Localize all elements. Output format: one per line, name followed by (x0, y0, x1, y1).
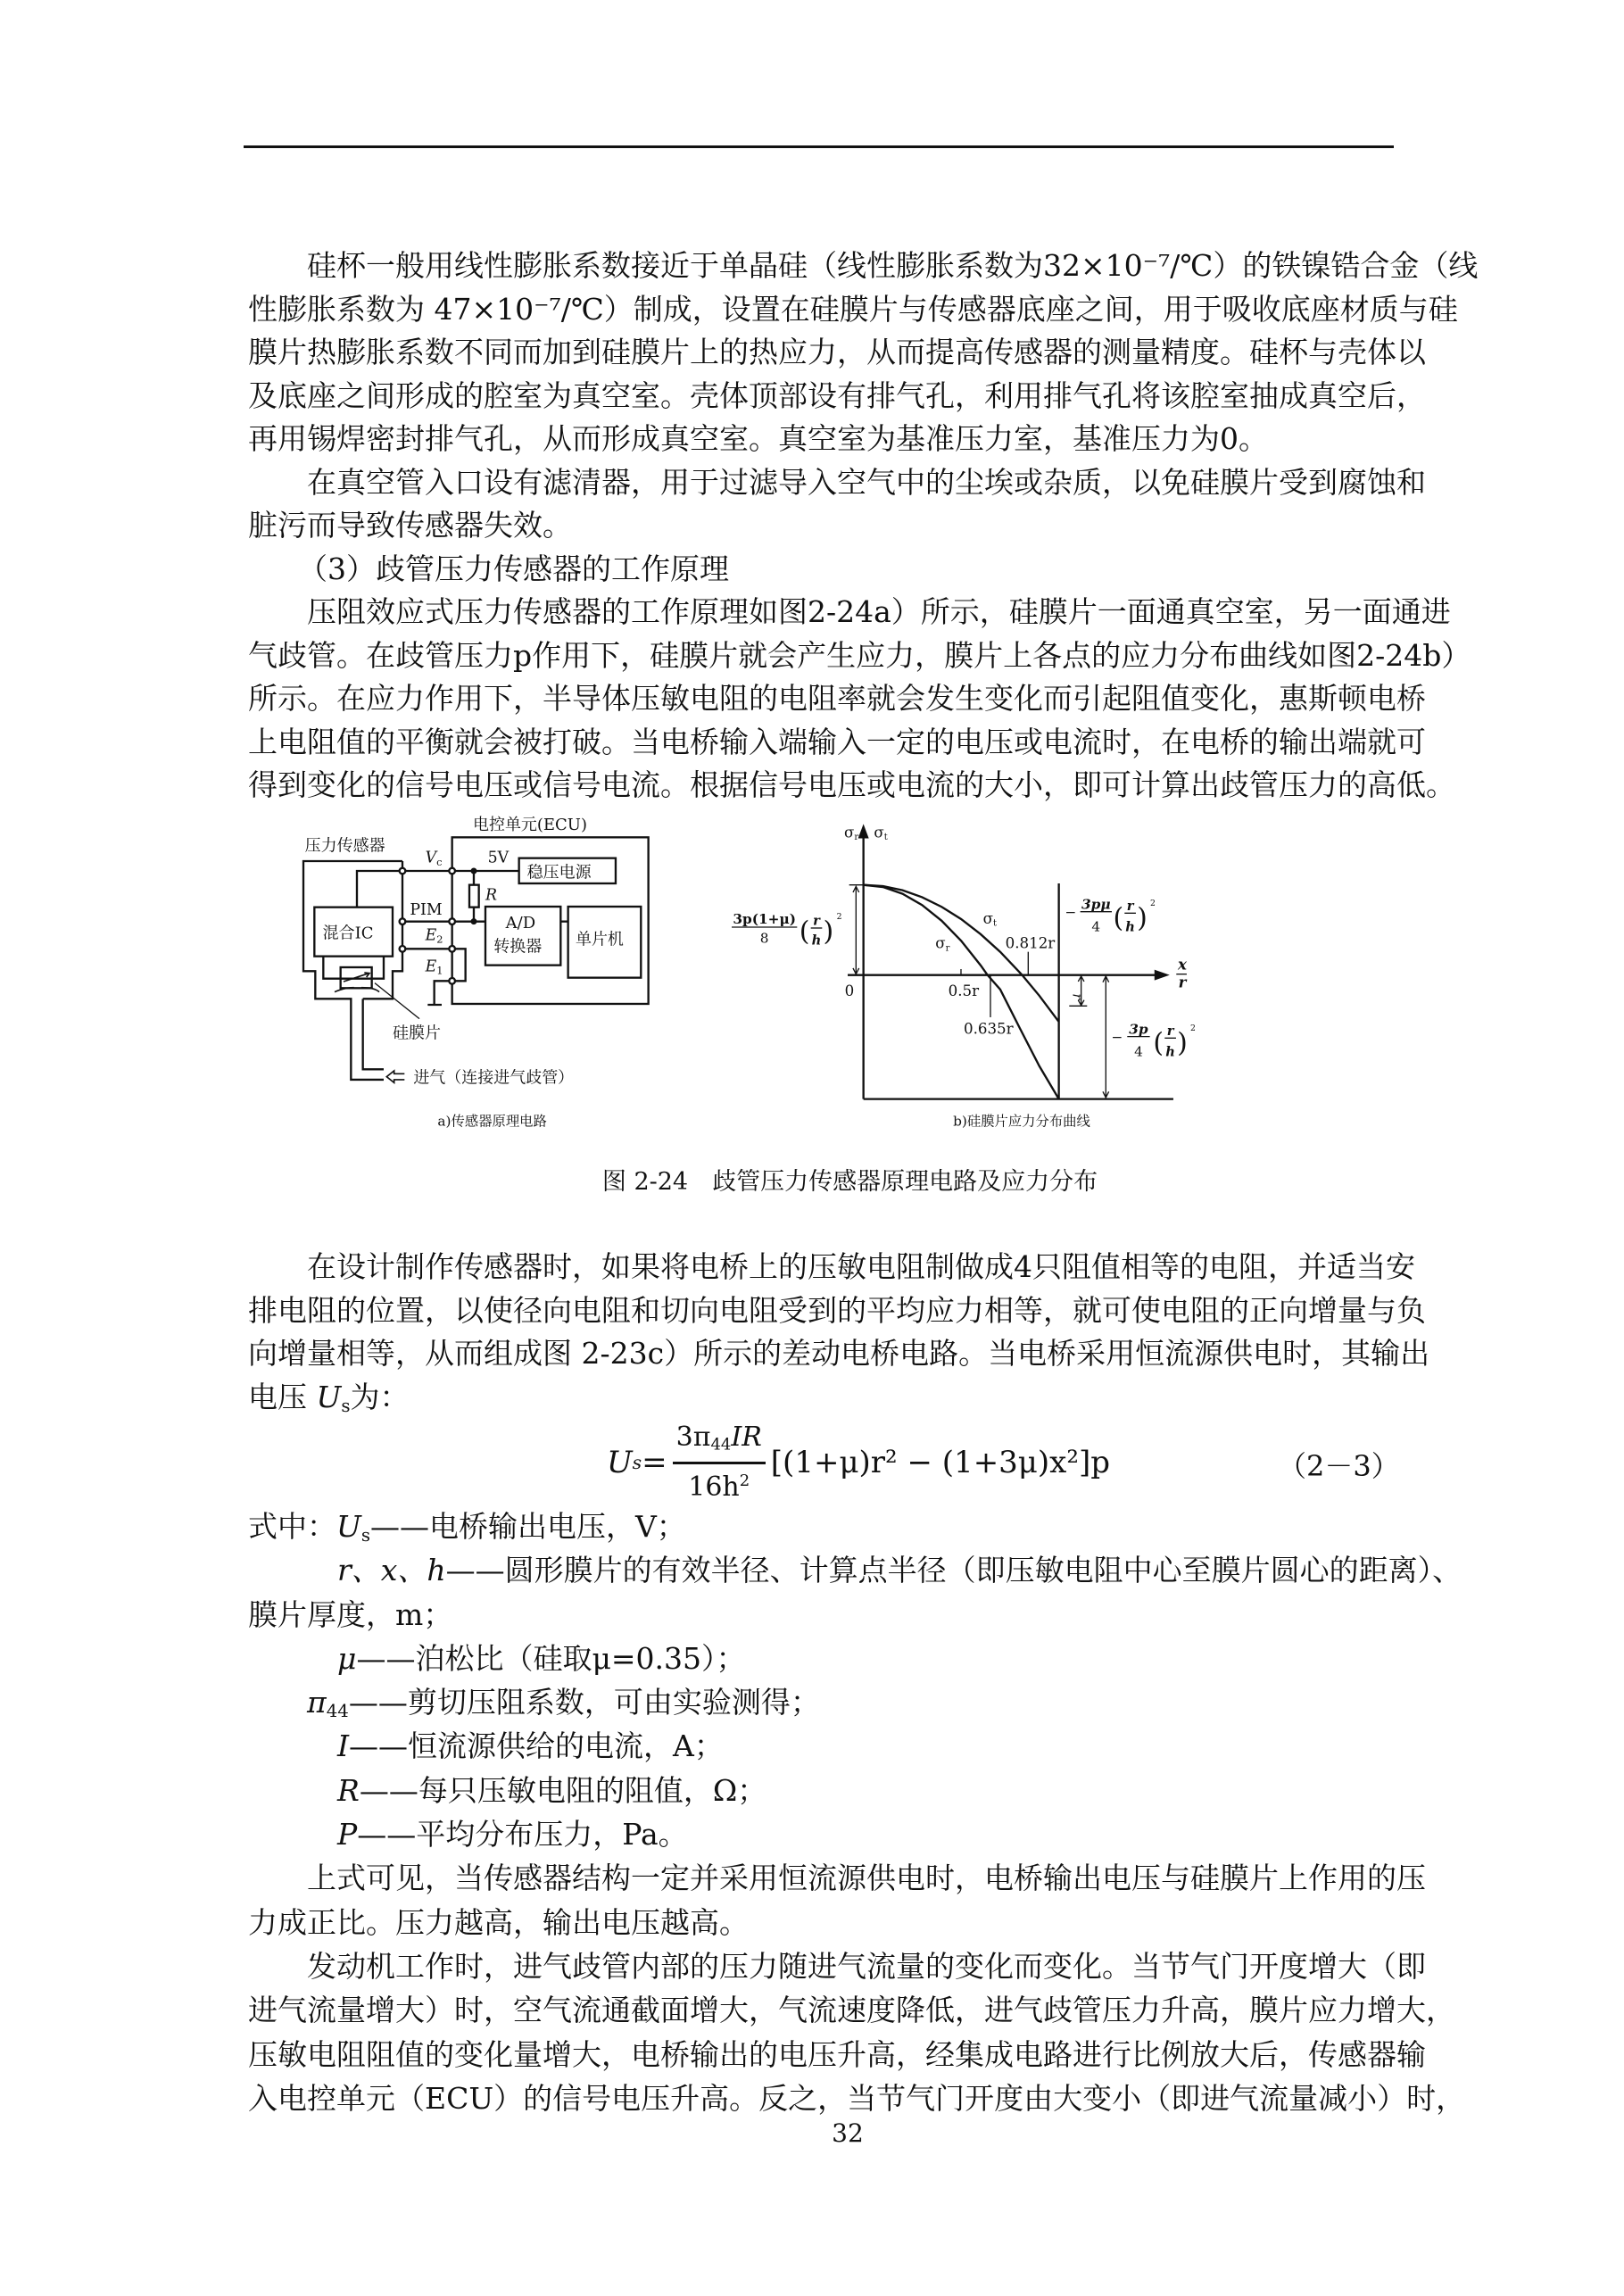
edge-mark-label: r (1069, 993, 1085, 1000)
svg-text:σr: σr (843, 824, 859, 842)
svg-text:): ) (1137, 902, 1148, 934)
figure-caption: 图 2-24 歧管压力传感器原理电路及应力分布 (601, 1168, 1098, 1196)
text-section-b (248, 1246, 1430, 1419)
annotation-0.635r: 0.635r (963, 1020, 1014, 1038)
edge-r-value-label (1112, 1021, 1196, 1059)
svg-text:): ) (823, 916, 834, 948)
x-axis-label-num: x (1177, 955, 1187, 974)
vc-label: V (425, 849, 437, 867)
e1-label: E (425, 957, 437, 976)
text-line: 电压 $U_s$为： (248, 1379, 410, 1416)
svg-text:8: 8 (759, 930, 769, 947)
text-line: 发动机工作时，进气歧管内部的压力随进气流量的变化而变化。当节气门开度增大（即 (307, 1948, 1426, 1984)
svg-text:): ) (1177, 1027, 1188, 1059)
text-line: 上电阻值的平衡就会被打破。当电桥输入端输入一定的电压或电流时，在电桥的输出端就可 (248, 724, 1426, 759)
r-label: R (485, 886, 498, 905)
svg-text:(: ( (1153, 1027, 1164, 1059)
text-line: 压阻效应式压力传感器的工作原理如图2-24a）所示，硅膜片一面通真空室，另一面通进 (307, 594, 1451, 629)
definition-r: R——每只压敏电阻的阻值，Ω； (337, 1772, 767, 1808)
svg-text:E1: E1 (425, 957, 443, 977)
definition-us: 式中：$U_s——$电桥输出电压，V； (248, 1509, 686, 1546)
definition-p: P——平均分布压力，Pa。 (337, 1817, 688, 1853)
svg-text:r: r (813, 913, 820, 929)
circuit-diagram (303, 816, 649, 1130)
center-dim-arrow (853, 886, 859, 974)
intake-label: 进气（连接进气歧管） (413, 1068, 575, 1088)
resistor-r (469, 885, 479, 908)
annotation-0.812r: 0.812r (1005, 934, 1056, 952)
edge-t-value-label (1065, 896, 1156, 934)
x-axis-arrow-icon (1156, 971, 1166, 979)
sensor-title: 压力传感器 (304, 836, 385, 856)
text-section-c (248, 1504, 1466, 2120)
diaphragm-label: 硅膜片 (392, 1024, 441, 1043)
intake-arrow-icon (386, 1071, 404, 1082)
y-axis-label-sr: σ (843, 824, 855, 841)
text-line: 膜片热膨胀系数不同而加到硅膜片上的热应力，从而提高传感器的测量精度。硅杯与壳体以 (248, 335, 1426, 369)
svg-text:2: 2 (836, 911, 842, 922)
definition-mu: μ——泊松比（硅取μ=0.35）； (337, 1640, 746, 1676)
svg-text:3p: 3p (1129, 1021, 1148, 1038)
pim-label: PIM (410, 900, 443, 919)
definition-pi44: $\pi_{44}——$剪切压阻系数，可由实验测得； (307, 1685, 820, 1722)
series-line-sigma-t (864, 885, 1059, 1022)
text-line: 在设计制作传感器时，如果将电桥上的压敏电阻制做成4只阻值相等的电阻，并适当安 (307, 1249, 1415, 1284)
hybrid-ic-label: 混合IC (322, 924, 374, 943)
sensor-housing (303, 861, 402, 1080)
circuit-subcaption: a)传感器原理电路 (437, 1113, 547, 1130)
definition-rxh: r、x、h——圆形膜片的有效半径、计算点半径（即压敏电阻中心至膜片圆心的距离）、 (337, 1553, 1462, 1588)
svg-text:r: r (1126, 898, 1134, 914)
equation-2-3: U s = $\frac{3\pi_{44}IR}{16h^2}$ [(1+μ)r² − (1+3μ)x²]p (607, 1421, 1111, 1504)
mcu-label: 单片机 (575, 930, 624, 949)
y-axis-label-st: σ (874, 824, 884, 841)
definition-i: I——恒流源供给的电流，A； (337, 1728, 724, 1764)
svg-text:E2: E2 (425, 926, 443, 946)
e2-label: E (425, 926, 437, 945)
tick-label-0.5r: 0.5r (948, 982, 980, 999)
page-number: 32 (832, 2118, 864, 2148)
tick-label-0: 0 (844, 982, 855, 999)
svg-text:3pμ: 3pμ (1081, 896, 1111, 913)
text-line: 向增量相等，从而组成图 2-23c）所示的差动电桥电路。当电桥采用恒流源供电时，其输出 (248, 1336, 1430, 1371)
edge-t-dim-arrow (1069, 976, 1087, 1006)
svg-text:h: h (811, 932, 822, 949)
text-line: 排电阻的位置，以使径向电阻和切向电阻受到的平均应力相等，就可使电阻的正向增量与负 (248, 1292, 1426, 1328)
svg-text:4: 4 (1134, 1043, 1143, 1060)
text-line: 压敏电阻阻值的变化量增大，电桥输出的电压升高，经集成电路进行比例放大后，传感器输 (248, 2036, 1426, 2072)
text-line: 硅杯一般用线性膨胀系数接近于单晶硅（线性膨胀系数为32×10⁻⁷/℃）的铁镍锆合金（线 (307, 248, 1479, 283)
chart-subcaption: b)硅膜片应力分布曲线 (953, 1113, 1090, 1130)
text-line: 及底座之间形成的腔室为真空室。壳体顶部设有排气孔，利用排气孔将该腔室抽成真空后， (248, 377, 1426, 413)
svg-text:h: h (1165, 1044, 1175, 1060)
regulator-label: 稳压电源 (526, 863, 592, 883)
stress-chart (732, 824, 1196, 1129)
adc-label: A/D (505, 913, 536, 932)
text-line: 再用锡焊密封排气孔，从而形成真空室。真空室为基准压力室，基准压力为0。 (248, 421, 1268, 456)
series-label-sr: σr (935, 934, 950, 954)
definition-rxh-cont: 膜片厚度，m； (248, 1596, 453, 1632)
svg-text:−: − (1111, 1029, 1123, 1046)
center-value-label (732, 911, 842, 948)
svg-text:4: 4 (1091, 918, 1101, 935)
svg-text:2: 2 (1149, 898, 1156, 908)
text-line: 进气流量增大）时，空气流通截面增大，气流速度降低，进气歧管压力升高，膜片应力增大， (248, 1993, 1455, 2028)
5v-label: 5V (487, 849, 510, 867)
x-axis-label-den: r (1178, 973, 1187, 991)
section-heading: （3）歧管压力传感器的工作原理 (298, 551, 729, 586)
ecu-title: 电控单元(ECU) (472, 815, 588, 834)
adc-label-2: 转换器 (493, 937, 543, 957)
text-line: 所示。在应力作用下，半导体压敏电阻的电阻率就会发生变化而引起阻值变化，惠斯顿电桥 (248, 681, 1426, 716)
equation-number: （2－3） (1278, 1449, 1400, 1483)
text-line: 在真空管入口设有滤清器，用于过滤导入空气中的尘埃或杂质，以免硅膜片受到腐蚀和 (307, 464, 1426, 500)
svg-text:(: ( (799, 916, 810, 948)
svg-text:h: h (1125, 919, 1135, 935)
text-line: 得到变化的信号电压或信号电流。根据信号电压或电流的大小，即可计算出歧管压力的高低。 (248, 767, 1455, 802)
text-line: 气歧管。在歧管压力p作用下，硅膜片就会产生应力，膜片上各点的应力分布曲线如图2-24b） (248, 637, 1471, 673)
text-line: 上式可见，当传感器结构一定并采用恒流源供电时，电桥输出电压与硅膜片上作用的压 (307, 1861, 1426, 1896)
text-line: 力成正比。压力越高，输出电压越高。 (248, 1904, 749, 1940)
svg-text:σt: σt (874, 824, 888, 842)
series-label-st: σt (982, 909, 998, 929)
text-line: 入电控单元（ECU）的信号电压升高。反之，当节气门开度由大变小（即进气流量减小）时， (248, 2080, 1466, 2116)
y-axis-arrow-icon (859, 827, 867, 838)
svg-text:2: 2 (1189, 1023, 1196, 1033)
edge-r-dim-arrow (1103, 976, 1109, 1098)
svg-text:Vc: Vc (425, 849, 443, 868)
svg-text:r: r (1166, 1023, 1174, 1039)
svg-text:(: ( (1113, 902, 1124, 934)
text-line: 性膨胀系数为 47×10⁻⁷/℃）制成，设置在硅膜片与传感器底座之间，用于吸收底座材质与硅 (248, 291, 1458, 327)
svg-text:−: − (1065, 904, 1077, 921)
svg-text:3p(1+μ): 3p(1+μ) (733, 910, 796, 927)
text-line: 脏污而导致传感器失效。 (248, 508, 572, 543)
diaphragm-leader (375, 983, 419, 1019)
